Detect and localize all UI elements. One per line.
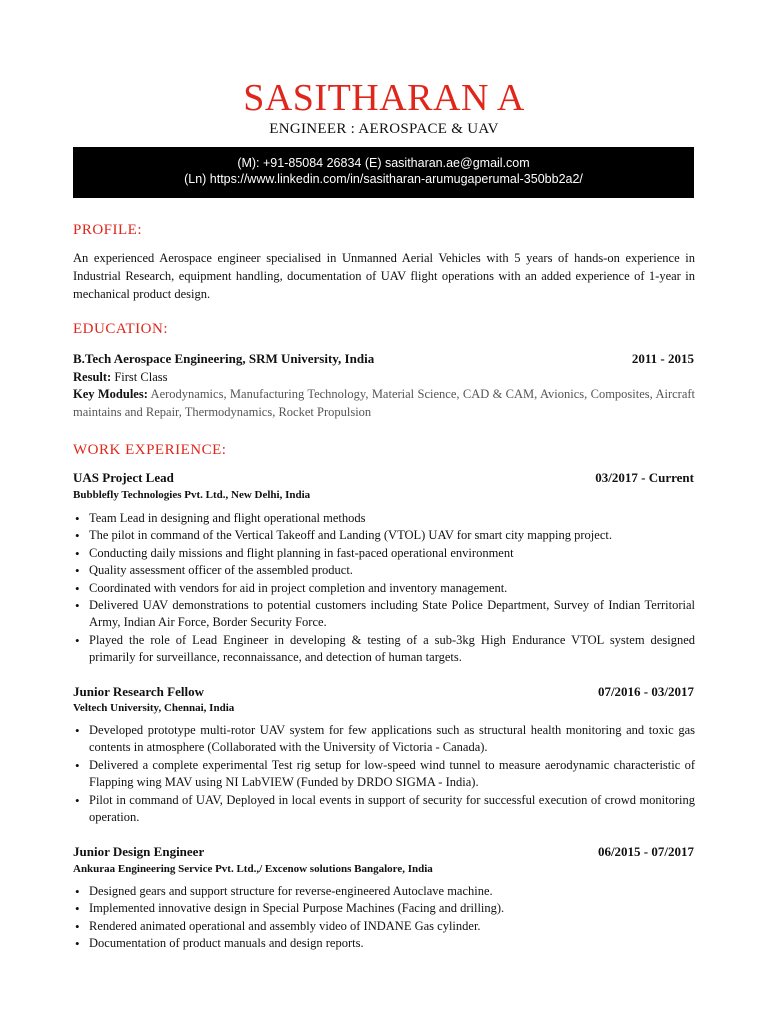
job-bullets [73,883,695,953]
contact-linkedin[interactable]: (Ln) https://www.linkedin.com/in/sasitharan-arumugaperumal-350bb2a2/ [184,172,583,186]
profile-heading: PROFILE: [73,222,143,238]
list-item: • The pilot in command of the Vertical Takeoff and Landing (VTOL) UAV for smart city mapping project. [73,527,695,544]
job-header [73,844,694,860]
contact-phone-email: (M): +91-85084 26834 (E) sasitharan.ae@gmail.com [237,156,530,170]
contact-bar [73,147,694,198]
education-degree-row [73,351,694,367]
education-heading: EDUCATION: [73,321,168,337]
profile-text: An experienced Aerospace engineer specialised in Unmanned Aerial Vehicles with 5 years of hands-on experience in Industrial Research, equipment handling, documentation of UAV flight operations with an added experience of 1-year in mechanical product design. [73,251,695,301]
job-bullets [73,510,695,667]
list-item: • Developed prototype multi-rotor UAV system for few applications such as structural health monitoring and toxic gas contents in atmosphere (Collaborated with the University of Victoria - Canada). [73,722,695,757]
list-item: • Implemented innovative design in Special Purpose Machines (Facing and drilling). [73,900,695,917]
modules-label: Key Modules: [73,387,148,401]
education-modules [73,385,695,421]
list-item: • Pilot in command of UAV, Deployed in local events in support of security for successful execution of crowd monitoring operation. [73,792,695,827]
job-company: Ankuraa Engineering Service Pvt. Ltd.,/ Excenow solutions Bangalore, India [73,863,433,875]
job-header [73,684,694,700]
list-item: • Delivered a complete experimental Test rig setup for low-speed wind tunnel to measure aerodynamic characteristic of Flapping wing MAV using NI LabVIEW (Funded by DRDO SIGMA - India). [73,757,695,792]
list-item: • Played the role of Lead Engineer in developing & testing of a sub-3kg High Endurance VTOL system designed primarily for surveillance, reconnaissance, and detection of human targets. [73,632,695,667]
job-company: Bubblefly Technologies Pvt. Ltd., New Delhi, India [73,489,311,501]
result-label: Result: [73,370,112,384]
result-value: First Class [114,370,168,384]
work-heading: WORK EXPERIENCE: [73,442,227,458]
job-dates: 03/2017 - Current [595,470,694,485]
job-dates: 07/2016 - 03/2017 [597,684,694,699]
job-role: UAS Project Lead [73,470,174,485]
candidate-name: SASITHARAN A [243,77,525,119]
education-dates: 2011 - 2015 [631,351,694,366]
list-item: • Delivered UAV demonstrations to potential customers including State Police Department, Survey of Indian Territorial Army, Indian Air Force, Border Security Force. [73,597,695,632]
list-item: • Quality assessment officer of the assembled product. [73,562,695,579]
job-dates: 06/2015 - 07/2017 [597,844,694,859]
list-item: • Documentation of product manuals and design reports. [73,935,695,952]
job-title: ENGINEER : AEROSPACE & UAV [269,121,499,137]
education-degree: B.Tech Aerospace Engineering, SRM University, India [73,351,375,366]
list-item: • Coordinated with vendors for aid in project completion and inventory management. [73,580,695,597]
education-result [73,368,695,386]
job-company: Veltech University, Chennai, India [73,702,235,714]
list-item: • Team Lead in designing and flight operational methods [73,510,695,527]
modules-value: Aerodynamics, Manufacturing Technology, Material Science, CAD & CAM, Avionics, Composites, Aircraft maintains and Repair, Thermodynamics, Rocket Propulsion [73,387,695,419]
job-role: Junior Research Fellow [73,684,204,699]
job-role: Junior Design Engineer [73,844,205,859]
list-item: • Designed gears and support structure for reverse-engineered Autoclave machine. [73,883,695,900]
job-bullets [73,722,695,826]
job-header [73,470,694,486]
list-item: • Rendered animated operational and assembly video of INDANE Gas cylinder. [73,918,695,935]
list-item: • Conducting daily missions and flight planning in fast-paced operational environment [73,545,695,562]
